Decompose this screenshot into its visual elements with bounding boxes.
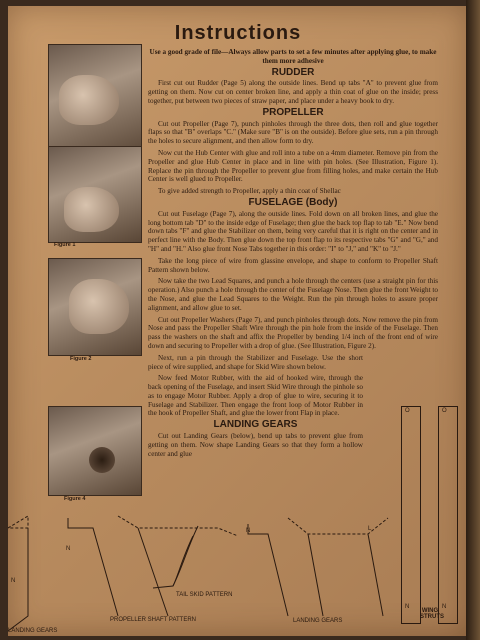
figure-1b-photo [48,146,142,243]
patterns-drawing [8,506,400,631]
wheel-illustration [89,447,115,473]
prop-shaft-curve [153,526,198,588]
strut-o-label: O [442,408,447,414]
landing-text: Cut out Landing Gears (below), bend up tabs to prevent glue from getting on them. Now shape Landing Gears so that they form a hollow center and glue [148,432,363,458]
landing-gear-right-edge [368,534,383,616]
propeller-text-3: To give added strength to Propeller, apply a thin coat of Shellac [158,187,341,196]
strut-n-label: N [405,604,410,610]
propeller-heading: PROPELLER [262,106,324,118]
fuselage-text-1: Cut out Fuselage (Page 7), along the outside lines. Fold down on all broken lines, and glue the long bottom tab "D" to the inside edge of Fuselage; then glue the back top flap to tab "E." Now bend down tabs "F" and glue the Stabilizer on them, being very careful that it is right on the center and in perfect line with the Body. Then glue down the top front flap to its respective tabs "G" and "G," and "H" and "H." Also glue front Nose Tabs together in this order: "I" to "J," and "K" to "J." [148,209,438,253]
gear-l-label: L [368,526,372,532]
hand-illustration [69,279,129,334]
figure-4-caption: Figure 4 [64,496,86,502]
landing-gear-left-fold [118,516,238,536]
strut-n-label: N [442,604,447,610]
landing-gear-left-piece [8,516,28,528]
fuselage-text-2: Take the long piece of wire from glassine envelope, and shape to conform to Propeller Shaft Pattern shown below. [148,256,438,274]
instruction-sheet [8,6,468,636]
landing-gears-left-label: LANDING GEARS [8,628,58,634]
fuselage-heading: FUSELAGE (Body) [248,196,338,208]
landing-gear-right-fold [288,518,388,534]
landing-gear-right-bar [308,534,323,616]
fuselage-text-3: Now take the two Lead Squares, and punch a hole through the centers (use a straight pin for this operation.) Also punch a hole through the center of the Fuselage Nose. Then glue the front Weight to the Nose, and glue the Lead Squares to the Weight. Run the pin through holes to assure proper alignment, and allow glue to set. [148,277,438,312]
landing-heading: LANDING GEARS [213,419,298,431]
landing-gear-left-outline [68,518,118,616]
rudder-text: First cut out Rudder (Page 5) along the outside lines. Bend up tabs "A" to prevent glue from getting on them. Now cut on center broken line, and apply a thin coat of glue on the inside; press together, put between two pieces of straw paper, and place under a heavy book to dry. [148,79,438,105]
fuselage-text-6: Now feed Motor Rubber, with the aid of hooked wire, through the back opening of the Fuselage, and insert Skid Wire through the pinhole so as to engage Motor Rubber. Apply a drop of glue to wire, securing it to Fuselage and Stabilizer. Then engage the front loop of Motor Rubber in the hook of Propeller Shaft, and glue the lower front Flap in place. [148,374,363,418]
gear-n-label: N [246,528,251,534]
page-title: Instructions [174,22,302,44]
gear-n-label: N [11,578,16,584]
figure-2-photo [48,258,142,356]
figure-4-photo [48,406,142,496]
page-edge [466,0,480,640]
landing-gear-right-outline [248,524,288,616]
strut-o-label: O [405,408,410,414]
landing-gear-left-bar [138,528,168,616]
hand-illustration [59,75,119,125]
wing-strut-left [401,406,421,624]
figure-1-photo [48,44,142,156]
tail-skid-label: TAIL SKID PATTERN [176,592,233,598]
gear-n-label: N [66,546,71,552]
figure-1b-caption: Figure 1 [54,242,76,248]
hand-illustration [64,187,119,232]
wing-struts-label: WING STRUTS [420,608,444,620]
figure-2-caption: Figure 2 [70,356,92,362]
propeller-text-1: Cut out Propeller (Page 7), punch pinholes through the three dots, then roll and glue together flaps so that "B" overlaps "C." (Make sure "B" is on the outside). Before glue sets, run a pin through the holes to secure alignment, and then allow form to dry. [148,119,438,146]
prop-shaft-label: PROPELLER SHAFT PATTERN [110,617,197,623]
propeller-text-2: Now cut the Hub Center with glue and roll into a tube on a 4mm diameter. Remove pin from the Propeller and glue Hub Center in place and in line with pin holes. (See Illustration, Figure 1). Replace the pin through the Propeller to prevent glue from filling holes, and make certain the Hub Center is well glued to Propeller. [148,148,438,184]
wing-strut-right [438,406,458,624]
instructions-column [148,48,438,461]
rudder-heading: RUDDER [271,66,315,78]
intro-text: Use a good grade of file—Always allow parts to set a few minutes after applying glue, to make them more adhesive [149,48,437,65]
fuselage-text-4: Cut out Propeller Washers (Page 7), and punch pinholes through dots. Now remove the pin from Nose and pass the Propeller Shaft Wire through the pin hole from the inside of the Fuselage. Then pass the washers on the shaft and affix the Propeller by bending 1/4 inch of the front end of wire down and securing to Propeller with a drop of glue. (See Illustration, Figure 2). [148,315,438,350]
landing-gears-right-label: LANDING GEARS [293,618,343,624]
fuselage-text-5: Next, run a pin through the Stabilizer and Fuselage. Use the short piece of wire supplied, and shape for Skid Wire shown below. [148,353,363,371]
